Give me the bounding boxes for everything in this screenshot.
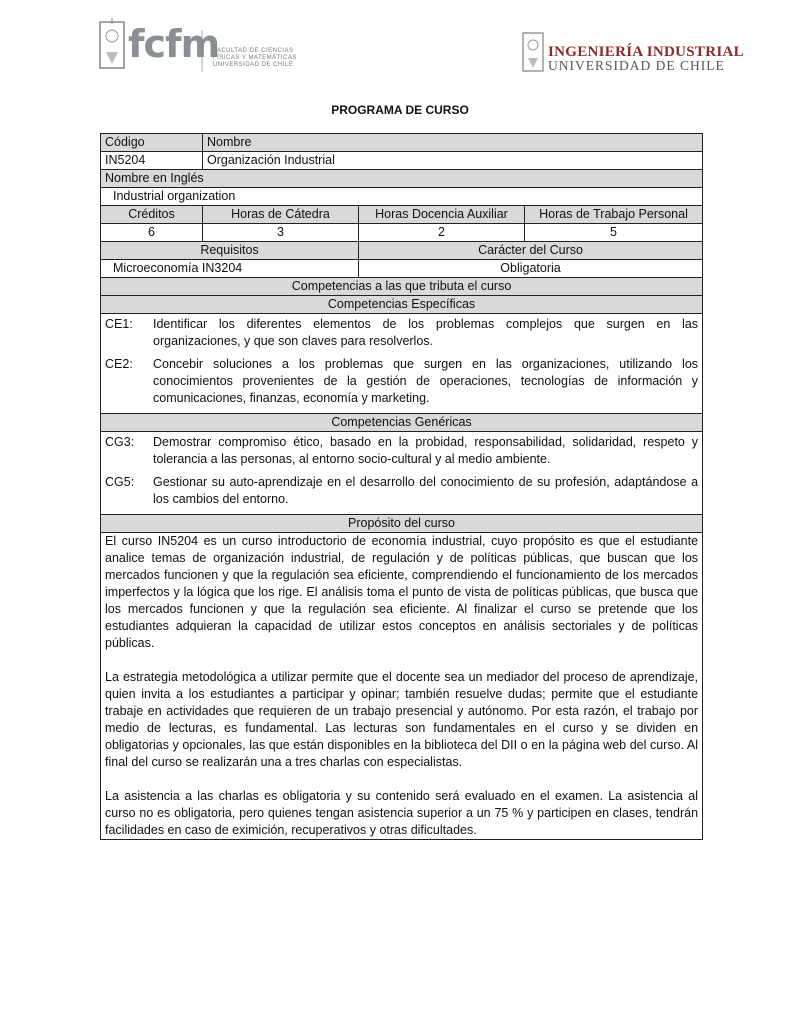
aux-hours-label: Horas Docencia Auxiliar (359, 206, 525, 224)
requirements-value: Microeconomía IN3204 (101, 260, 359, 278)
generic-competencies-heading: Competencias Genéricas (101, 414, 703, 432)
specific-competencies-heading: Competencias Específicas (101, 296, 703, 314)
character-label: Carácter del Curso (359, 242, 703, 260)
competency-text: Gestionar su auto-aprendizaje en el desarrollo del conocimiento de su profesión, adaptándose a los cambios del entorno. (153, 475, 699, 506)
fcfm-wordmark: fcfm (128, 22, 220, 66)
character-value: Obligatoria (359, 260, 703, 278)
name-label: Nombre (203, 134, 703, 152)
competencies-heading: Competencias a las que tributa el curso (101, 278, 703, 296)
ingenieria-industrial-title: INGENIERÍA INDUSTRIAL (548, 44, 744, 60)
competency-code: CG3: (105, 435, 135, 449)
list-item (105, 434, 698, 468)
list-item (105, 316, 698, 350)
requirements-label: Requisitos (101, 242, 359, 260)
competency-text: Concebir soluciones a los problemas que surgen en las organizaciones, utilizando los conocimientos provenientes de la gestión de operaciones, tecnologías de información y comunicaciones, finanzas, economía y marketing. (153, 357, 699, 405)
purpose-body (101, 533, 703, 840)
english-name-label: Nombre en Inglés (101, 170, 703, 188)
credits-value: 6 (101, 224, 203, 242)
english-name: Industrial organization (101, 188, 703, 206)
specific-competencies-list (101, 314, 703, 414)
lecture-hours-label: Horas de Cátedra (203, 206, 359, 224)
credits-label: Créditos (101, 206, 203, 224)
universidad-de-chile-subtitle: UNIVERSIDAD DE CHILE (548, 58, 725, 73)
competency-code: CG5: (105, 475, 135, 489)
personal-hours-label: Horas de Trabajo Personal (525, 206, 703, 224)
document-title: PROGRAMA DE CURSO (331, 103, 469, 117)
list-item (105, 474, 698, 508)
personal-hours-value: 5 (525, 224, 703, 242)
purpose-paragraph: La estrategia metodológica a utilizar permite que el docente sea un mediador del proceso de aprendizaje, quien invita a los estudiantes a participar y opinar; también resuelve dudas; permite que el estudiante trabaje en actividades que requieren de un trabajo presencial y autónomo. Por esta razón, el trabajo por medio de lecturas, es fundamental. Las lecturas son fundamentales en el curso y se dividen en obligatorias y opcionales, las que están disponibles en la biblioteca del DII o en la página web del curso. Al final del curso se realizarán una a tres charlas con especialistas. (105, 670, 699, 769)
lecture-hours-value: 3 (203, 224, 359, 242)
aux-hours-value: 2 (359, 224, 525, 242)
purpose-paragraph: El curso IN5204 es un curso introductorio de economía industrial, cuyo propósito es que el estudiante analice temas de organización industrial, de regulación y de políticas públicas, que buscan que los mercados funcionen y que la regulación sea eficiente, comprendiendo el funcionamiento de los mercados imperfectos y la lógica que los rige. El análisis toma el punto de vista de políticas públicas, que busca que los mercados funcionen y que la regulación sea eficiente. Al finalizar el curso se pretende que los estudiantes adquieran la capacidad de utilizar estos conceptos en análisis sectoriales y de políticas públicas. (105, 534, 699, 650)
competency-code: CE1: (105, 317, 133, 331)
course-code: IN5204 (101, 152, 203, 170)
code-label: Código (101, 134, 203, 152)
generic-competencies-list (101, 432, 703, 515)
course-program-table (100, 133, 703, 840)
purpose-heading: Propósito del curso (101, 515, 703, 533)
competency-text: Identificar los diferentes elementos de los problemas complejos que surgen en las organizaciones, y que son claves para resolverlos. (153, 317, 699, 348)
course-name: Organización Industrial (203, 152, 703, 170)
competency-text: Demostrar compromiso ético, basado en la probidad, responsabilidad, solidaridad, respeto y tolerancia a las personas, al entorno socio-cultural y al medio ambiente. (153, 435, 699, 466)
fcfm-subtitle: FACULTAD DE CIENCIAS FÍSICAS Y MATEMÁTICAS UNIVERSIDAD DE CHILE (213, 48, 297, 68)
competency-code: CE2: (105, 357, 133, 371)
purpose-paragraph: La asistencia a las charlas es obligatoria y su contenido será evaluado en el examen. La asistencia al curso no es obligatoria, pero quienes tengan asistencia superior a un 75 % y participen en clases, tendrán facilidades en caso de eximición, recuperativos y otras dificultades. (105, 789, 699, 837)
list-item (105, 356, 698, 407)
